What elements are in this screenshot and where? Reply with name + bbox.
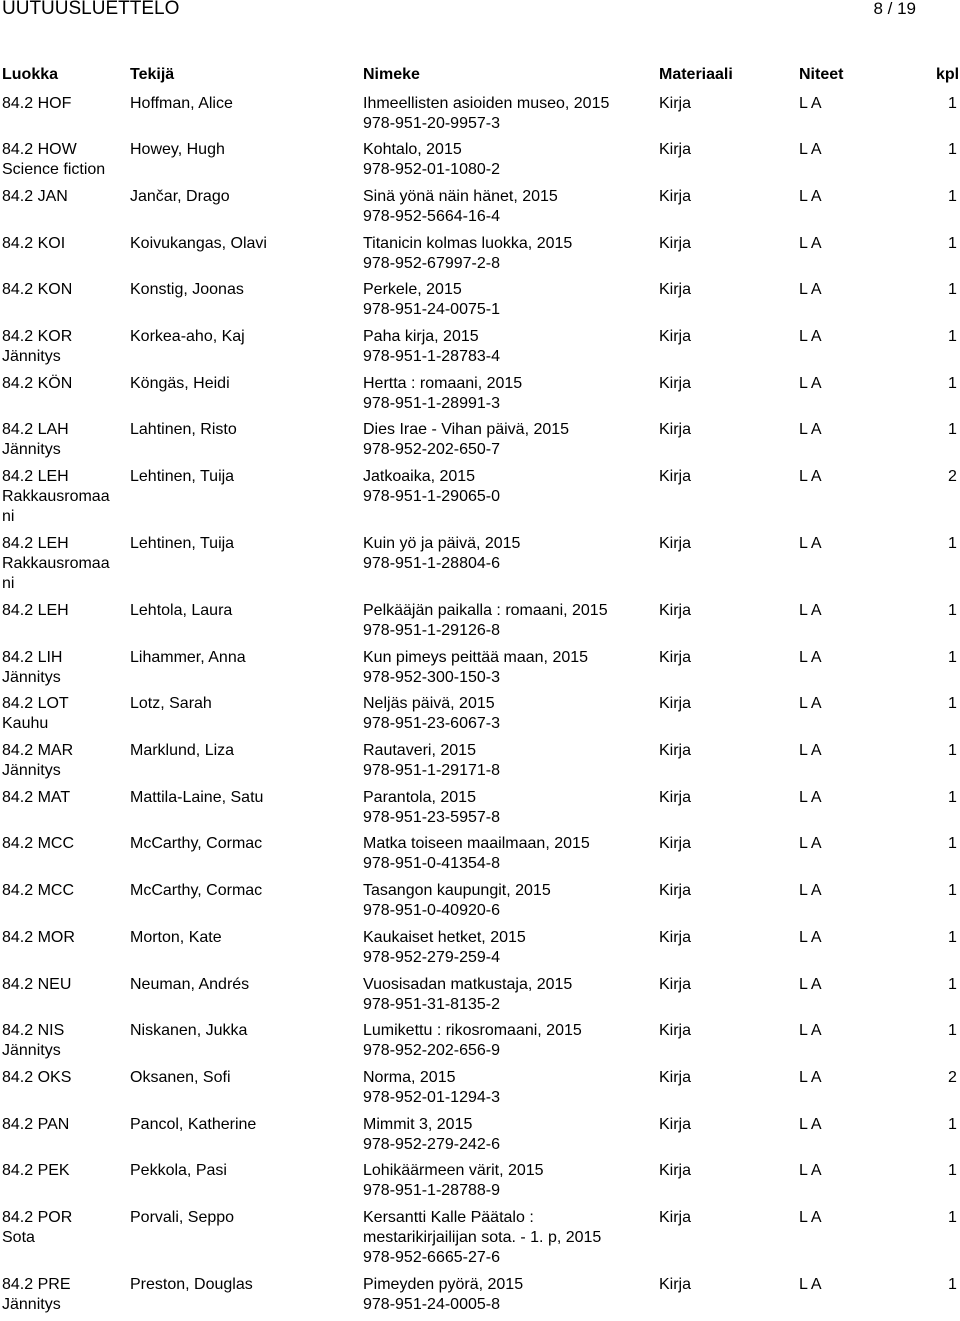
item-class-line: 84.2 NEU [2,976,72,993]
item-author: Lihammer, Anna [130,649,246,666]
item-copies-location: L A [799,375,822,392]
item-count: 1 [948,835,957,852]
item-material: Kirja [659,602,692,619]
column-header-luokka: Luokka [2,66,59,83]
item-title-line: 978-951-0-40920-6 [363,902,500,919]
item-material: Kirja [659,328,692,345]
list-item [0,1021,960,1068]
item-author: Porvali, Seppo [130,1209,235,1226]
item-copies-location: L A [799,835,822,852]
list-item [0,788,960,834]
item-class-line: ni [2,575,15,592]
column-header-kpl: kpl [936,66,960,83]
item-title-line: Tasangon kaupungit, 2015 [363,882,551,899]
item-author: Howey, Hugh [130,141,225,158]
list-item [0,975,960,1021]
item-class-line: ni [2,508,15,525]
column-header-tekija: Tekijä [130,66,175,83]
item-count: 1 [948,789,957,806]
item-author: Preston, Douglas [130,1276,253,1293]
item-title-line: 978-952-279-242-6 [363,1136,500,1153]
item-copies-location: L A [799,468,822,485]
item-title-line: Ihmeellisten asioiden museo, 2015 [363,95,610,112]
item-count: 1 [948,602,957,619]
column-header-nimeke: Nimeke [363,66,420,83]
column-headers [0,66,960,88]
item-title-line: Kaukaiset hetket, 2015 [363,929,526,946]
item-class-line: 84.2 POR [2,1209,73,1226]
item-material: Kirja [659,929,692,946]
item-title-line: 978-951-0-41354-8 [363,855,500,872]
item-title [363,534,653,574]
item-class-line: 84.2 JAN [2,188,68,205]
list-item [0,834,960,881]
item-class-line: Jännitys [2,1042,61,1059]
item-title-line: 978-951-1-28991-3 [363,395,500,412]
item-material: Kirja [659,1069,692,1086]
item-class-line: 84.2 OKS [2,1069,72,1086]
item-title-line: 978-951-1-29065-0 [363,488,500,505]
item-class-line: 84.2 MOR [2,929,75,946]
item-class-line: 84.2 PAN [2,1116,70,1133]
item-author: Koivukangas, Olavi [130,235,267,252]
item-title [363,1208,653,1268]
item-copies-location: L A [799,976,822,993]
list-item [0,1161,960,1208]
item-copies-location: L A [799,188,822,205]
item-material: Kirja [659,141,692,158]
item-title-line: Rautaveri, 2015 [363,742,476,759]
item-title-line: Matka toiseen maailmaan, 2015 [363,835,590,852]
item-material: Kirja [659,976,692,993]
item-class [2,140,120,180]
item-count: 1 [948,1209,957,1226]
item-material: Kirja [659,695,692,712]
item-count: 1 [948,695,957,712]
item-material: Kirja [659,1022,692,1039]
item-title-line: Pimeyden pyörä, 2015 [363,1276,524,1293]
item-material: Kirja [659,235,692,252]
list-item [0,467,960,534]
item-title-line: Lohikäärmeen värit, 2015 [363,1162,544,1179]
list-item [0,420,960,467]
item-author: McCarthy, Cormac [130,835,263,852]
item-title-line: Norma, 2015 [363,1069,456,1086]
item-count: 1 [948,1022,957,1039]
item-title [363,975,653,1015]
list-item [0,374,960,420]
item-material: Kirja [659,882,692,899]
item-author: Marklund, Liza [130,742,235,759]
item-author: Pancol, Katherine [130,1116,257,1133]
item-material: Kirja [659,281,692,298]
item-title-line: 978-952-300-150-3 [363,669,500,686]
item-count: 1 [948,235,957,252]
item-class-line: 84.2 LIH [2,649,63,666]
item-class-line: 84.2 HOW [2,141,77,158]
item-material: Kirja [659,535,692,552]
item-count: 1 [948,375,957,392]
item-class-line: 84.2 MCC [2,835,75,852]
item-title [363,1115,653,1155]
item-count: 1 [948,1276,957,1293]
item-title-line: Sinä yönä näin hänet, 2015 [363,188,558,205]
item-copies-location: L A [799,789,822,806]
item-title-line: 978-951-20-9957-3 [363,115,500,132]
item-title-line: 978-952-202-656-9 [363,1042,500,1059]
item-class-line: 84.2 NIS [2,1022,65,1039]
item-title-line: 978-952-01-1080-2 [363,161,500,178]
item-class-line: Jännitys [2,348,61,365]
item-class [2,648,120,688]
list-item [0,648,960,694]
item-count: 1 [948,95,957,112]
item-material: Kirja [659,649,692,666]
item-class [2,694,120,734]
item-title [363,834,653,874]
item-class [2,1021,120,1061]
item-material: Kirja [659,835,692,852]
item-class-line: 84.2 LAH [2,421,69,438]
item-class [2,1161,120,1181]
item-class-line: 84.2 HOF [2,95,72,112]
item-title [363,1161,653,1201]
item-material: Kirja [659,468,692,485]
item-title-line: 978-951-24-0075-1 [363,301,500,318]
item-copies-location: L A [799,742,822,759]
item-class-line: Science fiction [2,161,106,178]
item-material: Kirja [659,1162,692,1179]
item-title-line: 978-951-24-0005-8 [363,1296,500,1313]
item-copies-location: L A [799,649,822,666]
item-title-line: Perkele, 2015 [363,281,462,298]
item-count: 1 [948,281,957,298]
item-class-line: Jännitys [2,441,61,458]
item-class [2,1068,120,1088]
list-item [0,601,960,648]
item-title-line: Lumikettu : rikosromaani, 2015 [363,1022,582,1039]
item-class [2,94,120,114]
column-header-niteet: Niteet [799,66,844,83]
item-material: Kirja [659,95,692,112]
page-number: 8 / 19 [873,0,916,18]
item-title-line: Vuosisadan matkustaja, 2015 [363,976,573,993]
item-title-line: Dies Irae - Vihan päivä, 2015 [363,421,570,438]
item-class [2,834,120,854]
item-title-line: 978-952-279-259-4 [363,949,500,966]
item-count: 1 [948,882,957,899]
item-class [2,374,120,394]
page-header [0,0,960,30]
item-copies-location: L A [799,141,822,158]
item-class [2,1208,120,1248]
item-title-line: 978-952-67997-2-8 [363,255,500,272]
item-material: Kirja [659,789,692,806]
list-item [0,140,960,187]
item-author: Lotz, Sarah [130,695,212,712]
item-author: Lehtinen, Tuija [130,535,235,552]
item-class [2,467,120,527]
item-class-line: 84.2 KÖN [2,375,73,392]
item-title-line: 978-951-1-28783-4 [363,348,500,365]
item-title [363,648,653,688]
item-title-line: Titanicin kolmas luokka, 2015 [363,235,573,252]
item-title [363,788,653,828]
item-author: Niskanen, Jukka [130,1022,248,1039]
item-author: Lehtinen, Tuija [130,468,235,485]
item-author: Köngäs, Heidi [130,375,230,392]
item-class-line: 84.2 PEK [2,1162,70,1179]
item-class-line: 84.2 LEH [2,602,69,619]
item-class [2,327,120,367]
item-copies-location: L A [799,602,822,619]
item-author: Konstig, Joonas [130,281,244,298]
item-class [2,975,120,995]
item-material: Kirja [659,375,692,392]
item-author: Neuman, Andrés [130,976,250,993]
item-title [363,94,653,134]
item-title [363,327,653,367]
column-header-materiaali: Materiaali [659,66,733,83]
item-copies-location: L A [799,1209,822,1226]
item-title-line: Jatkoaika, 2015 [363,468,476,485]
item-title [363,1068,653,1108]
item-count: 1 [948,929,957,946]
item-copies-location: L A [799,535,822,552]
item-title [363,187,653,227]
item-material: Kirja [659,1276,692,1293]
list-item [0,327,960,374]
item-title [363,234,653,274]
item-title-line: 978-951-1-28788-9 [363,1182,500,1199]
item-title [363,928,653,968]
list-item [0,928,960,975]
item-class [2,420,120,460]
item-author: Lahtinen, Risto [130,421,237,438]
item-count: 1 [948,649,957,666]
item-count: 2 [948,1069,957,1086]
item-class [2,788,120,808]
list-item [0,234,960,280]
item-class-line: Rakkausromaa [2,555,110,572]
list-item [0,534,960,601]
item-title [363,140,653,180]
item-author: Jančar, Drago [130,188,230,205]
item-author: Pekkola, Pasi [130,1162,227,1179]
item-title-line: 978-952-5664-16-4 [363,208,500,225]
item-title-line: 978-951-23-6067-3 [363,715,500,732]
item-class-line: Sota [2,1229,35,1246]
item-class [2,741,120,781]
item-class-line: 84.2 PRE [2,1276,71,1293]
item-title [363,741,653,781]
item-class-line: Jännitys [2,669,61,686]
item-title-line: 978-951-23-5957-8 [363,809,500,826]
item-count: 1 [948,141,957,158]
item-class-line: 84.2 LEH [2,468,69,485]
list-item [0,1275,960,1321]
item-copies-location: L A [799,421,822,438]
item-material: Kirja [659,1116,692,1133]
item-title [363,881,653,921]
item-title-line: 978-951-1-29126-8 [363,622,500,639]
item-copies-location: L A [799,1276,822,1293]
item-class [2,601,120,621]
item-count: 1 [948,1116,957,1133]
item-author: Oksanen, Sofi [130,1069,231,1086]
item-title-line: Kersantti Kalle Päätalo : [363,1209,534,1226]
item-material: Kirja [659,188,692,205]
item-title [363,694,653,734]
item-title [363,420,653,460]
item-count: 1 [948,1162,957,1179]
item-title-line: 978-952-6665-27-6 [363,1249,500,1266]
item-copies-location: L A [799,1022,822,1039]
item-class-line: 84.2 LEH [2,535,69,552]
list-item [0,187,960,234]
item-author: Korkea-aho, Kaj [130,328,245,345]
item-title-line: Paha kirja, 2015 [363,328,479,345]
catalog-list [0,94,960,1321]
item-copies-location: L A [799,95,822,112]
item-material: Kirja [659,742,692,759]
item-count: 1 [948,976,957,993]
item-count: 1 [948,188,957,205]
item-count: 1 [948,535,957,552]
item-class-line: Jännitys [2,762,61,779]
list-item [0,1115,960,1161]
item-count: 1 [948,742,957,759]
item-author: McCarthy, Cormac [130,882,263,899]
item-copies-location: L A [799,882,822,899]
item-class-line: Rakkausromaa [2,488,110,505]
item-count: 1 [948,421,957,438]
item-title-line: Neljäs päivä, 2015 [363,695,495,712]
item-class-line: 84.2 MCC [2,882,75,899]
item-copies-location: L A [799,1069,822,1086]
item-title [363,467,653,507]
item-class [2,1275,120,1315]
list-item [0,94,960,140]
item-class-line: 84.2 MAR [2,742,74,759]
item-copies-location: L A [799,695,822,712]
item-class-line: 84.2 KON [2,281,73,298]
item-author: Mattila-Laine, Satu [130,789,264,806]
item-class-line: Kauhu [2,715,49,732]
item-title-line: 978-952-01-1294-3 [363,1089,500,1106]
item-class-line: 84.2 LOT [2,695,69,712]
item-copies-location: L A [799,235,822,252]
item-copies-location: L A [799,929,822,946]
item-title-line: 978-951-1-29171-8 [363,762,500,779]
item-author: Lehtola, Laura [130,602,233,619]
item-title-line: Parantola, 2015 [363,789,476,806]
list-item [0,694,960,741]
list-item [0,881,960,928]
item-copies-location: L A [799,281,822,298]
item-class-line: Jännitys [2,1296,61,1313]
list-item [0,280,960,327]
item-class [2,928,120,948]
item-title-line: Hertta : romaani, 2015 [363,375,523,392]
item-title [363,374,653,414]
item-title-line: 978-951-1-28804-6 [363,555,500,572]
item-class [2,534,120,594]
item-class [2,1115,120,1135]
item-material: Kirja [659,421,692,438]
item-title [363,280,653,320]
item-title-line: Mimmit 3, 2015 [363,1116,473,1133]
item-class [2,234,120,254]
item-title-line: 978-951-31-8135-2 [363,996,500,1013]
item-copies-location: L A [799,1116,822,1133]
item-title [363,1021,653,1061]
list-item [0,1068,960,1115]
list-item [0,741,960,788]
item-class-line: 84.2 MAT [2,789,71,806]
item-class-line: 84.2 KOI [2,235,66,252]
list-item [0,1208,960,1275]
document-title: UUTUUSLUETTELO [2,0,180,19]
item-title [363,1275,653,1315]
item-copies-location: L A [799,1162,822,1179]
item-count: 2 [948,468,957,485]
item-class-line: 84.2 KOR [2,328,73,345]
item-title-line: Kun pimeys peittää maan, 2015 [363,649,589,666]
item-title-line: 978-952-202-650-7 [363,441,500,458]
item-title-line: Kohtalo, 2015 [363,141,462,158]
item-count: 1 [948,328,957,345]
item-class [2,881,120,901]
item-copies-location: L A [799,328,822,345]
item-author: Hoffman, Alice [130,95,233,112]
item-title-line: Pelkääjän paikalla : romaani, 2015 [363,602,608,619]
item-material: Kirja [659,1209,692,1226]
item-author: Morton, Kate [130,929,222,946]
item-class [2,187,120,207]
item-title-line: Kuin yö ja päivä, 2015 [363,535,521,552]
item-title-line: mestarikirjailijan sota. - 1. p, 2015 [363,1229,602,1246]
item-title [363,601,653,641]
item-class [2,280,120,300]
